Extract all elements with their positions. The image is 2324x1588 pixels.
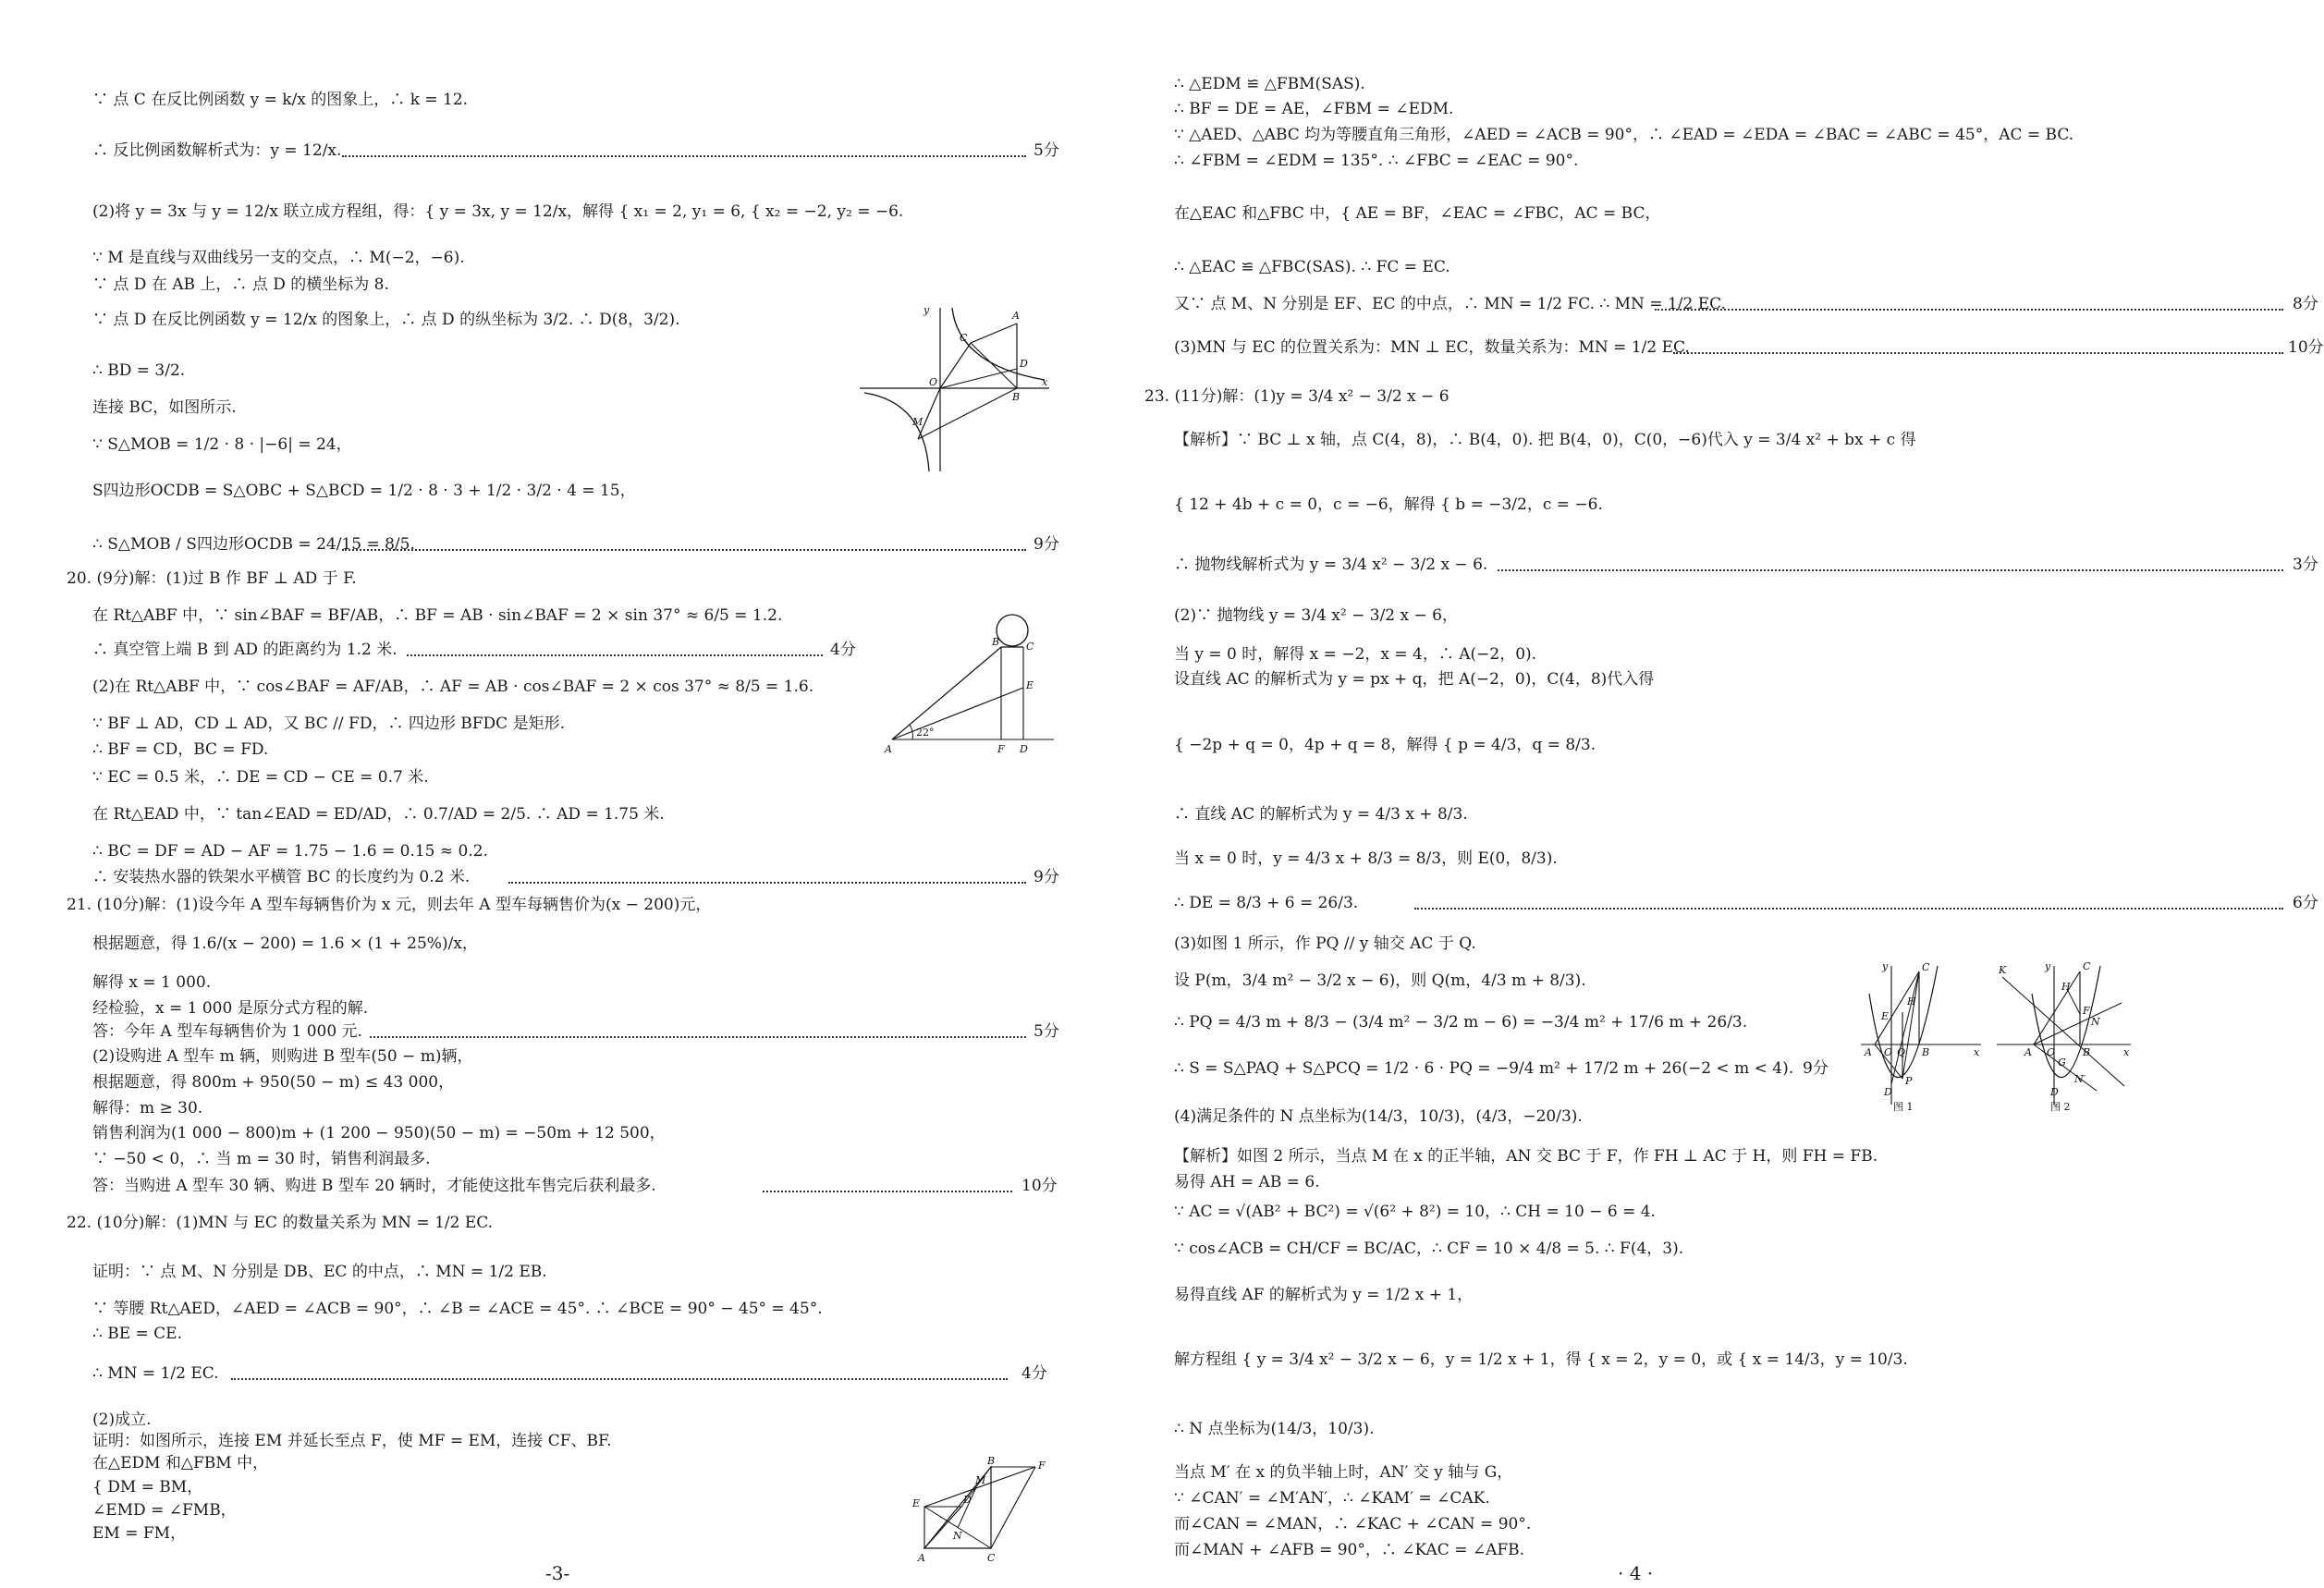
text-line: (2)成立. [92,1411,152,1429]
text-line: ∴ BC = DF = AD − AF = 1.75 − 1.6 = 0.15 ≈ 0.2. [92,842,488,861]
text-line: ∴ MN = 1/2 EC. [92,1364,219,1383]
right-page [1100,0,2324,1588]
fig-label: F [2083,1005,2090,1017]
score-leader [763,1191,1012,1192]
text-line: ∵ −50 < 0，∴ 当 m = 30 时，销售利润最多. [92,1150,431,1168]
text-line: { DM = BM， [92,1478,203,1496]
fig-label: B [992,636,1000,648]
fig-label: A [918,1552,925,1564]
score: 5分 [1034,1022,1059,1041]
text-line: ∴ BF = CD，BC = FD. [92,740,269,759]
text-line: 根据题意，得 800m + 950(50 − m) ≤ 43 000， [92,1073,455,1092]
text-line: ∴ BE = CE. [92,1325,182,1343]
fig-label: H [1907,996,1916,1008]
text-line: ∴ ∠FBM = ∠EDM = 135°. ∴ ∠FBC = ∠EAC = 90°. [1174,152,1579,170]
text-line: 21. (10分)解：(1)设今年 A 型车每辆售价为 x 元，则去年 A 型车每辆售价为(x − 200)元， [67,896,712,914]
fig-label: K [1999,964,2007,976]
fig-label: C [1026,641,1034,653]
text-line: 答：今年 A 型车每辆售价为 1 000 元. [92,1022,362,1041]
text-line: ∴ S = S△PAQ + S△PCQ = 1/2 · 6 · PQ = −9/4 m² + 17/2 m + 26(−2 < m < 4). [1174,1059,1794,1078]
score-leader [407,654,823,656]
score: 8分 [2293,295,2318,313]
fig-label: B [1012,391,1021,403]
fig-label: C [987,1552,996,1564]
fig-label: P [1905,1075,1913,1087]
fig-label: y [1882,960,1889,972]
text-line: 销售利润为(1 000 − 800)m + (1 200 − 950)(50 − m) = −50m + 12 500， [92,1124,666,1142]
text-line: ∵ BF ⊥ AD，CD ⊥ AD，又 BC // FD，∴ 四边形 BFDC 是矩形. [92,715,565,733]
score-leader [342,155,1026,157]
text-line: ∵ △AED、△ABC 均为等腰直角三角形，∠AED = ∠ACB = 90°，∴ ∠EAD = ∠EDA = ∠BAC = ∠ABC = 45°，AC = BC. [1174,126,2074,144]
score: 4分 [830,641,856,659]
text-line: EM = FM， [92,1524,187,1543]
score: 10分 [2288,338,2324,357]
text-line: 当 x = 0 时，y = 4/3 x + 8/3 = 8/3，则 E(0，8/3). [1174,849,1558,868]
text-line: 【解析】如图 2 所示，当点 M 在 x 的正半轴，AN 交 BC 于 F，作 FH ⊥ AC 于 H，则 FH = FB. [1174,1147,1878,1166]
fig-label: C [960,332,968,344]
parabola-figure-2 [1988,957,2135,1114]
fig-label: A [885,743,892,755]
fig-label: O [2047,1046,2056,1058]
fig-label: E [1881,1010,1890,1022]
text-line: ∵ ∠CAN′ = ∠M′AN′，∴ ∠KAM′ = ∠CAK. [1174,1489,1490,1508]
fig-label: Q [1897,1046,1906,1058]
text-line: S四边形OCDB = S△OBC + S△BCD = 1/2 · 8 · 3 + 1/2 · 3/2 · 4 = 15， [92,482,636,500]
text-line: ∠EMD = ∠FMB， [92,1501,237,1520]
fig-label: E [912,1497,921,1509]
score-leader [370,1036,1026,1038]
fig-label: F [1038,1460,1046,1472]
text-line: 当点 M′ 在 x 的负半轴上时，AN′ 交 y 轴与 G， [1174,1463,1513,1482]
fig-label: E [1026,679,1034,691]
text-line: ∴ 安装热水器的铁架水平横管 BC 的长度约为 0.2 米. [92,868,471,886]
fig-label: D [1020,358,1028,370]
text-line: 在△EAC 和△FBC 中，{ AE = BF，∠EAC = ∠FBC，AC = BC， [1174,204,1661,223]
text-line: 答：当购进 A 型车 30 辆、购进 B 型车 20 辆时，才能使这批车售完后获利最多. [92,1177,656,1195]
fig-label: x [1042,376,1048,388]
text-line: (2)将 y = 3x 与 y = 12/x 联立成方程组，得：{ y = 3x, y = 12/x，解得 { x₁ = 2, y₁ = 6, { x₂ = −2, y₂ = −6. [92,202,904,221]
fig-label: B [1922,1046,1930,1058]
text-line: 根据题意，得 1.6/(x − 200) = 1.6 × (1 + 25%)/x， [92,934,478,953]
fig-label: N′ [2074,1073,2086,1085]
fig-label: M [975,1474,986,1486]
fig-label: B [987,1455,996,1467]
fig-label: D [963,1494,972,1506]
text-line: ∴ 直线 AC 的解析式为 y = 4/3 x + 8/3. [1174,805,1468,824]
text-line: ∵ M 是直线与双曲线另一支的交点，∴ M(−2，−6). [92,249,465,267]
text-line: { 12 + 4b + c = 0，c = −6，解得 { b = −3/2，c = −6. [1174,495,1603,514]
fig-label: A [1865,1046,1872,1058]
fig-label: H [2061,981,2071,993]
text-line: ∵ 点 C 在反比例函数 y = k/x 的图象上，∴ k = 12. [92,91,469,109]
score-leader [508,882,1026,884]
text-line: ∴ DE = 8/3 + 6 = 26/3. [1174,894,1359,912]
text-line: (2)设购进 A 型车 m 辆，则购进 B 型车(50 − m)辆， [92,1047,473,1066]
text-line: { −2p + q = 0，4p + q = 8，解得 { p = 4/3，q = 8/3. [1174,736,1596,754]
fig-label: C [2083,960,2091,972]
score: 9分 [1034,535,1059,554]
fig-label: D [2050,1086,2059,1098]
text-line: (4)满足条件的 N 点坐标为(14/3，10/3)，(4/3，−20/3). [1174,1107,1583,1126]
text-line: 在△EDM 和△FBM 中， [92,1454,269,1472]
fig-label: C [1922,961,1930,973]
score: 9分 [1034,868,1059,886]
score-leader [1498,569,2283,571]
left-page [0,0,1100,1588]
fig-label: F [997,743,1005,755]
text-line: 而∠CAN = ∠MAN，∴ ∠KAC + ∠CAN = 90°. [1174,1515,1532,1533]
text-line: 23. (11分)解：(1)y = 3/4 x² − 3/2 x − 6 [1144,387,1449,406]
fig-label: A [2024,1046,2032,1058]
text-line: ∴ BF = DE = AE，∠FBM = ∠EDM. [1174,100,1454,118]
page-number: · 4 · [1618,1562,1654,1584]
text-line: 而∠MAN + ∠AFB = 90°，∴ ∠KAC = ∠AFB. [1174,1541,1525,1559]
score-leader [231,1378,1008,1380]
fig-label: N [2091,1016,2100,1028]
text-line: ∵ cos∠ACB = CH/CF = BC/AC，∴ CF = 10 × 4/8 = 5. ∴ F(4，3). [1174,1240,1684,1258]
text-line: 在 Rt△EAD 中，∵ tan∠EAD = ED/AD，∴ 0.7/AD = 2/5. ∴ AD = 1.75 米. [92,805,665,824]
text-line: ∴ S△MOB / S四边形OCDB = 24/15 = 8/5. [92,535,415,554]
text-line: ∴ △EDM ≌ △FBM(SAS). [1174,75,1365,93]
page-number: -3- [545,1562,570,1584]
score: 9分 [1803,1059,1829,1078]
fig-label: x [2123,1046,2130,1058]
score: 6分 [2293,894,2318,912]
text-line: ∵ AC = √(AB² + BC²) = √(6² + 8²) = 10，∴ CH = 10 − 6 = 4. [1174,1203,1656,1221]
text-line: 【解析】∵ BC ⊥ x 轴，点 C(4，8)，∴ B(4，0). 把 B(4，0)，C(0，−6)代入 y = 3/4 x² + bx + c 得 [1174,431,1916,449]
text-line: ∴ BD = 3/2. [92,361,186,380]
text-line: 连接 BC，如图所示. [92,398,237,417]
text-line: 又∵ 点 M、N 分别是 EF、EC 的中点，∴ MN = 1/2 FC. ∴ MN = 1/2 EC. [1174,295,1726,313]
text-line: 解得：m ≥ 30. [92,1099,203,1118]
score-leader [342,549,1026,551]
fig-label: O [929,376,938,388]
text-line: 20. (9分)解：(1)过 B 作 BF ⊥ AD 于 F. [67,569,357,588]
text-line: ∴ 真空管上端 B 到 AD 的距离约为 1.2 米. [92,641,398,659]
parabola-figure-1 [1856,957,1986,1114]
fig-label: G [2058,1057,2066,1069]
fig-label: A [1012,310,1020,322]
text-line: ∴ △EAC ≌ △FBC(SAS). ∴ FC = EC. [1174,258,1450,276]
fig-label: D [1020,743,1028,755]
text-line: 证明：∵ 点 M、N 分别是 DB、EC 的中点，∴ MN = 1/2 EB. [92,1263,547,1281]
fig-label: y [923,304,930,316]
text-line: 22. (10分)解：(1)MN 与 EC 的数量关系为 MN = 1/2 EC. [67,1214,494,1232]
fig-label: B [2083,1046,2091,1058]
figure-caption: 图 1 [1893,1101,1914,1113]
triangles-figure [911,1456,1049,1567]
text-line: (3)MN 与 EC 的位置关系为：MN ⊥ EC，数量关系为：MN = 1/2 EC. [1174,338,1690,357]
text-line: (3)如图 1 所示，作 PQ // y 轴交 AC 于 Q. [1174,934,1476,953]
fig-label: 22° [916,727,935,739]
score: 3分 [2293,556,2318,574]
text-line: 设 P(m，3/4 m² − 3/2 x − 6)，则 Q(m，4/3 m + 8/3). [1174,971,1586,990]
score: 10分 [1021,1177,1058,1195]
text-line: 当 y = 0 时，解得 x = −2，x = 4，∴ A(−2，0). [1174,645,1537,664]
text-line: 经检验，x = 1 000 是原分式方程的解. [92,999,369,1018]
text-line: ∵ 点 D 在 AB 上，∴ 点 D 的横坐标为 8. [92,275,389,294]
fig-label: D [1884,1086,1892,1098]
text-line: ∵ 等腰 Rt△AED，∠AED = ∠ACB = 90°，∴ ∠B = ∠ACE = 45°. ∴ ∠BCE = 90° − 45° = 45°. [92,1300,823,1318]
text-line: (2)∵ 抛物线 y = 3/4 x² − 3/2 x − 6， [1174,606,1458,625]
figure-caption: 图 2 [2050,1101,2071,1113]
text-line: 设直线 AC 的解析式为 y = px + q，把 A(−2，0)，C(4，8)代入得 [1174,670,1655,689]
text-line: 在 Rt△ABF 中，∵ sin∠BAF = BF/AB，∴ BF = AB · sin∠BAF = 2 × sin 37° ≈ 6/5 = 1.2. [92,606,783,625]
text-line: ∴ N 点坐标为(14/3，10/3). [1174,1420,1375,1438]
text-line: 证明：如图所示，连接 EM 并延长至点 F，使 MF = EM，连接 CF、BF. [92,1432,612,1450]
text-line: ∴ 反比例函数解析式为：y = 12/x. [92,141,342,160]
fig-label: O [1884,1046,1893,1058]
text-line: ∴ 抛物线解析式为 y = 3/4 x² − 3/2 x − 6. [1174,556,1488,574]
score-leader [1655,309,2283,311]
score: 4分 [1021,1364,1047,1383]
text-line: ∵ EC = 0.5 米，∴ DE = CD − CE = 0.7 米. [92,768,429,787]
fig-label: N [953,1530,962,1542]
fig-label: M [912,416,923,428]
text-line: 易得直线 AF 的解析式为 y = 1/2 x + 1， [1174,1286,1474,1304]
text-line: ∴ PQ = 4/3 m + 8/3 − (3/4 m² − 3/2 m − 6) = −3/4 m² + 17/6 m + 26/3. [1174,1013,1748,1032]
hyperbola-figure [855,300,1058,476]
fig-label: y [2045,960,2051,972]
score: 5分 [1034,141,1059,160]
text-line: ∵ 点 D 在反比例函数 y = 12/x 的图象上，∴ 点 D 的纵坐标为 3/2. ∴ D(8，3/2). [92,311,680,329]
text-line: 解方程组 { y = 3/4 x² − 3/2 x − 6，y = 1/2 x + 1，得 { x = 2，y = 0，或 { x = 14/3，y = 10/3. [1174,1350,1908,1369]
score-leader [1673,352,2283,354]
text-line: ∵ S△MOB = 1/2 · 8 · |−6| = 24， [92,435,352,454]
score-leader [1414,908,2283,910]
text-line: 易得 AH = AB = 6. [1174,1173,1320,1191]
fig-label: x [1974,1046,1980,1058]
text-line: (2)在 Rt△ABF 中，∵ cos∠BAF = AF/AB，∴ AF = AB · cos∠BAF = 2 × cos 37° ≈ 8/5 = 1.6. [92,678,814,696]
heater-figure [874,610,1058,758]
text-line: 解得 x = 1 000. [92,973,212,992]
